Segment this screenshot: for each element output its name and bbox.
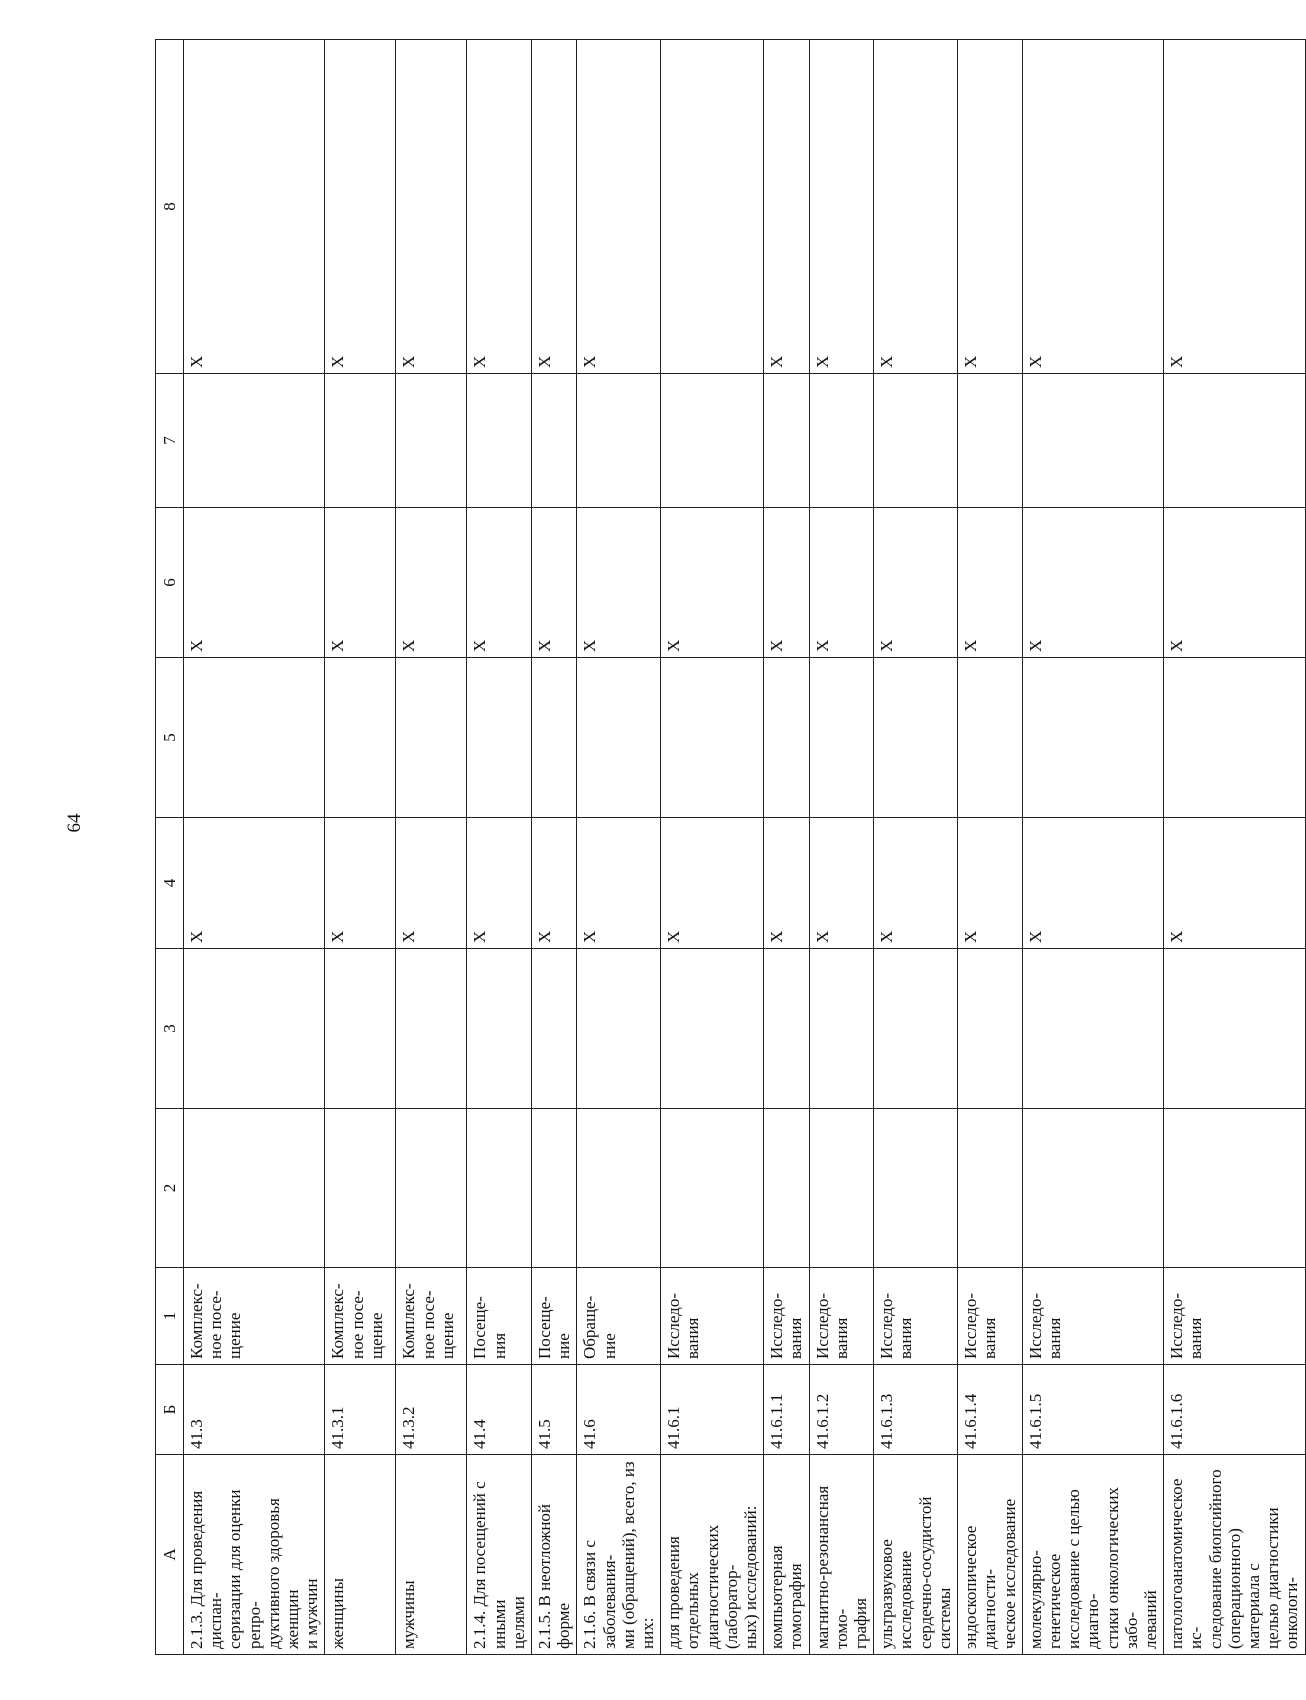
header-cell: 1 bbox=[156, 1268, 184, 1365]
table-cell: Х bbox=[874, 818, 958, 949]
table-cell: Х bbox=[661, 818, 764, 949]
table-cell: для проведения отдельных диагностических (лаборатор- ных) исследований: bbox=[661, 1455, 764, 1655]
table-cell: компьютерная томография bbox=[764, 1455, 809, 1655]
table-row bbox=[532, 40, 577, 1655]
table-cell: Комплекс- ное посе- щение bbox=[396, 1268, 467, 1365]
table-cell bbox=[325, 374, 396, 508]
table-cell bbox=[467, 1109, 532, 1268]
table-cell bbox=[764, 374, 809, 508]
header-row bbox=[156, 40, 184, 1655]
table-cell bbox=[958, 658, 1023, 818]
table-cell: Х bbox=[577, 818, 661, 949]
table-row bbox=[1022, 40, 1163, 1655]
table-cell: 41.6.1.2 bbox=[809, 1365, 874, 1455]
table-cell bbox=[809, 374, 874, 508]
table-cell: Х bbox=[577, 40, 661, 374]
table-cell: женщины bbox=[325, 1455, 396, 1655]
table-cell bbox=[532, 949, 577, 1109]
table-cell: Х bbox=[764, 508, 809, 658]
header-cell: Б bbox=[156, 1365, 184, 1455]
table-cell: Х bbox=[532, 40, 577, 374]
table-cell: мужчины bbox=[396, 1455, 467, 1655]
table-cell bbox=[396, 374, 467, 508]
table-cell bbox=[874, 1109, 958, 1268]
table-row bbox=[467, 40, 532, 1655]
table-cell bbox=[577, 658, 661, 818]
table-cell: Х bbox=[958, 40, 1023, 374]
table-cell bbox=[764, 949, 809, 1109]
table-cell: Х bbox=[467, 508, 532, 658]
table-cell: Посеще- ние bbox=[532, 1268, 577, 1365]
header-cell: 2 bbox=[156, 1109, 184, 1268]
table-cell bbox=[184, 658, 325, 818]
table-cell bbox=[958, 949, 1023, 1109]
table-cell: патологоанатомическое ис- следование биопсийного (операционного) материала с целью диагностики онкологи- bbox=[1164, 1455, 1305, 1655]
table-cell: Х bbox=[396, 40, 467, 374]
header-cell: 8 bbox=[156, 40, 184, 374]
table-cell bbox=[1022, 949, 1163, 1109]
table-cell bbox=[661, 1109, 764, 1268]
table-cell bbox=[1164, 374, 1305, 508]
table-cell bbox=[467, 658, 532, 818]
table-cell: Х bbox=[1022, 508, 1163, 658]
table-cell: 41.6 bbox=[577, 1365, 661, 1455]
table-cell: Х bbox=[184, 40, 325, 374]
data-table bbox=[155, 39, 1306, 1655]
table-cell: Х bbox=[396, 508, 467, 658]
table-cell bbox=[532, 658, 577, 818]
table-cell bbox=[958, 1109, 1023, 1268]
table-row bbox=[661, 40, 764, 1655]
table-cell: Комплекс- ное посе- щение bbox=[325, 1268, 396, 1365]
table-cell: 41.6.1.6 bbox=[1164, 1365, 1305, 1455]
table-cell: 41.4 bbox=[467, 1365, 532, 1455]
table-body bbox=[184, 40, 1306, 1655]
table-cell: Х bbox=[396, 818, 467, 949]
table-cell bbox=[1164, 949, 1305, 1109]
table-cell bbox=[764, 1109, 809, 1268]
table-cell: Х bbox=[467, 818, 532, 949]
header-cell: 6 bbox=[156, 508, 184, 658]
table-cell: Х bbox=[467, 40, 532, 374]
table-cell bbox=[661, 658, 764, 818]
table-cell bbox=[396, 949, 467, 1109]
table-row bbox=[184, 40, 325, 1655]
table-row bbox=[1164, 40, 1305, 1655]
table-cell: Х bbox=[184, 818, 325, 949]
table-cell bbox=[325, 949, 396, 1109]
table-cell: Х bbox=[809, 40, 874, 374]
table-cell bbox=[467, 374, 532, 508]
header-cell: А bbox=[156, 1455, 184, 1655]
table-cell: 41.3.2 bbox=[396, 1365, 467, 1455]
table-cell: Обраще- ние bbox=[577, 1268, 661, 1365]
table-cell: Х bbox=[958, 818, 1023, 949]
table-cell bbox=[661, 949, 764, 1109]
table-cell: 2.1.4. Для посещений с иными целями bbox=[467, 1455, 532, 1655]
table-cell: Исследо- вания bbox=[1164, 1268, 1305, 1365]
table-cell: Х bbox=[1164, 818, 1305, 949]
table-cell bbox=[764, 658, 809, 818]
header-cell: 7 bbox=[156, 374, 184, 508]
table-cell: Х bbox=[1022, 818, 1163, 949]
table-cell: 41.6.1.4 bbox=[958, 1365, 1023, 1455]
header-cell: 4 bbox=[156, 818, 184, 949]
table-cell bbox=[1164, 658, 1305, 818]
header-cell: 3 bbox=[156, 949, 184, 1109]
table-cell: магнитно-резонансная томо- графия bbox=[809, 1455, 874, 1655]
table-cell bbox=[184, 949, 325, 1109]
table-cell bbox=[184, 374, 325, 508]
table-cell: Х bbox=[532, 508, 577, 658]
table-cell: Исследо- вания bbox=[764, 1268, 809, 1365]
table-cell: Х bbox=[809, 508, 874, 658]
table-row bbox=[958, 40, 1023, 1655]
page-number: 64 bbox=[64, 813, 85, 833]
table-cell: Х bbox=[532, 818, 577, 949]
table-cell: 2.1.3. Для проведения диспан- серизации для оценки репро- дуктивного здоровья женщин и мужчин bbox=[184, 1455, 325, 1655]
table-cell: 41.5 bbox=[532, 1365, 577, 1455]
table-cell: Х bbox=[874, 40, 958, 374]
table-cell: Исследо- вания bbox=[809, 1268, 874, 1365]
table-cell: ультразвуковое исследование сердечно-сосудистой системы bbox=[874, 1455, 958, 1655]
table-row bbox=[764, 40, 809, 1655]
table-cell: Х bbox=[325, 40, 396, 374]
table-row bbox=[577, 40, 661, 1655]
table-cell: Х bbox=[1164, 508, 1305, 658]
table-cell bbox=[661, 40, 764, 374]
table-cell bbox=[809, 658, 874, 818]
table-cell bbox=[577, 1109, 661, 1268]
table-cell: Х bbox=[764, 818, 809, 949]
table-cell: Х bbox=[661, 508, 764, 658]
table-cell: Посеще- ния bbox=[467, 1268, 532, 1365]
table-cell: Х bbox=[958, 508, 1023, 658]
table-cell: Исследо- вания bbox=[958, 1268, 1023, 1365]
table-cell bbox=[1022, 374, 1163, 508]
table-cell: Х bbox=[577, 508, 661, 658]
table-row bbox=[874, 40, 958, 1655]
table-cell: Х bbox=[325, 818, 396, 949]
table-cell: Х bbox=[1164, 40, 1305, 374]
table-cell: Исследо- вания bbox=[1022, 1268, 1163, 1365]
table-cell bbox=[577, 949, 661, 1109]
table-cell: Исследо- вания bbox=[874, 1268, 958, 1365]
table-cell bbox=[1022, 658, 1163, 818]
header-cell: 5 bbox=[156, 658, 184, 818]
table-cell: Х bbox=[325, 508, 396, 658]
table-cell bbox=[532, 374, 577, 508]
table-cell: 41.3.1 bbox=[325, 1365, 396, 1455]
table-row bbox=[396, 40, 467, 1655]
table-cell: Х bbox=[184, 508, 325, 658]
table-cell bbox=[874, 374, 958, 508]
table-cell bbox=[1022, 1109, 1163, 1268]
table-cell: 2.1.5. В неотложной форме bbox=[532, 1455, 577, 1655]
table-cell bbox=[577, 374, 661, 508]
rotated-table-container bbox=[155, 40, 1302, 1655]
table-cell bbox=[532, 1109, 577, 1268]
table-cell: Исследо- вания bbox=[661, 1268, 764, 1365]
table-cell bbox=[467, 949, 532, 1109]
table-row bbox=[809, 40, 874, 1655]
table-cell: 41.6.1.1 bbox=[764, 1365, 809, 1455]
table-cell: 41.6.1.5 bbox=[1022, 1365, 1163, 1455]
table-cell bbox=[958, 374, 1023, 508]
table-cell: эндоскопическое диагности- ческое исследование bbox=[958, 1455, 1023, 1655]
table-cell: 2.1.6. В связи с заболевания- ми (обращений), всего, из них: bbox=[577, 1455, 661, 1655]
table-cell bbox=[661, 374, 764, 508]
table-cell bbox=[184, 1109, 325, 1268]
table-cell bbox=[809, 949, 874, 1109]
table-cell bbox=[809, 1109, 874, 1268]
table-cell: Х bbox=[1022, 40, 1163, 374]
table-cell: Х bbox=[764, 40, 809, 374]
table-cell: 41.3 bbox=[184, 1365, 325, 1455]
table-row bbox=[325, 40, 396, 1655]
table-cell bbox=[396, 658, 467, 818]
table-cell: молекулярно-генетическое исследование с целью диагно- стики онкологических забо- леваний bbox=[1022, 1455, 1163, 1655]
table-cell bbox=[325, 1109, 396, 1268]
table-cell bbox=[874, 949, 958, 1109]
table-cell: Х bbox=[809, 818, 874, 949]
table-cell bbox=[1164, 1109, 1305, 1268]
table-cell bbox=[396, 1109, 467, 1268]
table-cell bbox=[874, 658, 958, 818]
table-cell: Х bbox=[874, 508, 958, 658]
table-cell: 41.6.1 bbox=[661, 1365, 764, 1455]
table-cell: 41.6.1.3 bbox=[874, 1365, 958, 1455]
table-cell: Комплекс- ное посе- щение bbox=[184, 1268, 325, 1365]
table-cell bbox=[325, 658, 396, 818]
